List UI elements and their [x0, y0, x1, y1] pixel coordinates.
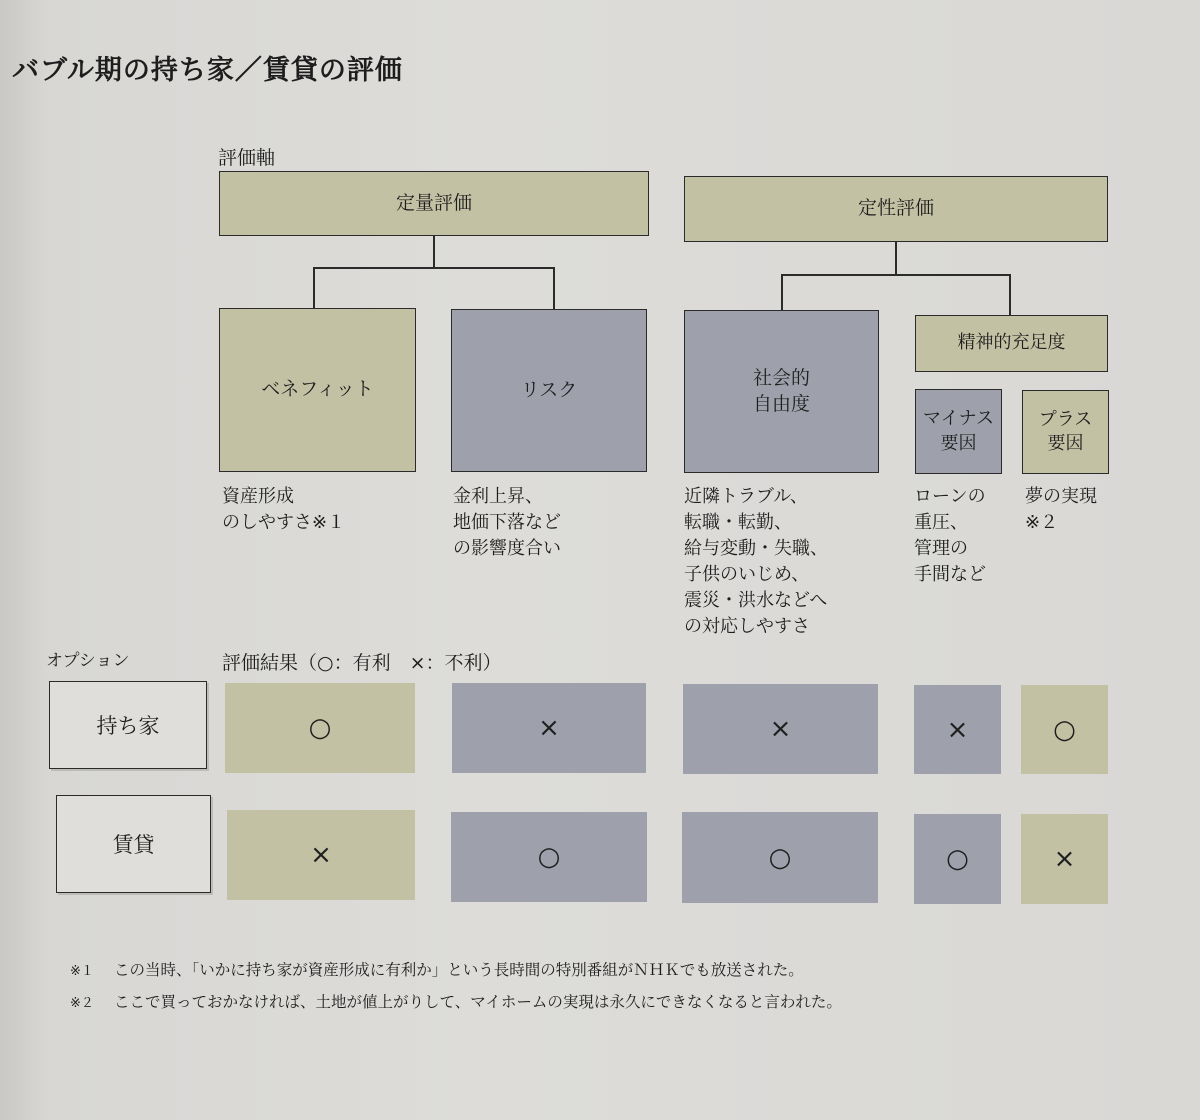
social-freedom-box: [684, 310, 879, 473]
result-cell: ○: [225, 683, 415, 773]
social-label-line: 自由度: [752, 392, 810, 415]
page-title: バブル期の持ち家／賃貸の評価: [12, 55, 403, 86]
minus-description: ローンの 重圧、 管理の 手間など: [914, 486, 986, 585]
plus-label-line: プラス: [1038, 408, 1093, 430]
connector: [1009, 274, 1011, 316]
risk-description: 金利上昇、 地価下落など の影響度合い: [453, 486, 561, 559]
result-cell: ○: [1021, 685, 1108, 774]
option-owned-home: 持ち家: [49, 681, 207, 769]
result-cell: ×: [683, 684, 878, 774]
plus-label-line: 要因: [1047, 433, 1084, 454]
options-label: オプション: [46, 651, 130, 671]
footnote-2: ※２ ここで買っておかなければ、土地が値上がりして、マイホームの実現は永久にできなくなると言われた。: [70, 993, 842, 1011]
footnote-1: ※１ この当時、「いかに持ち家が資産形成に有利か」という長時間の特別番組がＮＨＫでも放送された。: [70, 961, 804, 979]
plus-factor-box: [1022, 390, 1109, 474]
connector: [781, 274, 1011, 276]
minus-label-line: 要因: [940, 432, 977, 454]
connector: [433, 236, 435, 268]
qualitative-label: 定性評価: [857, 197, 934, 220]
mental-label: 精神的充足度: [957, 332, 1066, 354]
result-cell: ×: [914, 685, 1001, 774]
connector: [313, 267, 555, 269]
connector: [781, 274, 783, 311]
option-rental: 賃貸: [56, 795, 211, 893]
mental-fulfillment-box: [915, 315, 1108, 372]
connector: [313, 267, 315, 309]
quantitative-label: 定量評価: [395, 191, 472, 214]
risk-label: リスク: [520, 378, 578, 401]
plus-description: 夢の実現 ※２: [1025, 486, 1097, 533]
result-label: 評価結果（○：有利 ×：不利）: [222, 652, 502, 674]
benefit-description: 資産形成 のしやすさ※１: [222, 486, 346, 533]
minus-label-line: マイナス: [923, 408, 994, 430]
result-cell: ○: [451, 812, 647, 902]
connector: [895, 242, 897, 275]
social-label-line: 社会的: [752, 366, 810, 389]
connector: [553, 267, 555, 309]
minus-factor-box: [915, 389, 1002, 474]
risk-box: [451, 309, 647, 472]
result-cell: ×: [1021, 814, 1108, 904]
result-cell: ×: [227, 810, 415, 900]
result-cell: ○: [914, 814, 1001, 904]
qualitative-box: [684, 176, 1108, 242]
quantitative-box: [219, 171, 649, 236]
benefit-label: ベネフィット: [261, 378, 374, 401]
benefit-box: [219, 308, 416, 472]
social-description: 近隣トラブル、 転職・転勤、 給与変動・失職、 子供のいじめ、 震災・洪水などへ の対応しやすさ: [684, 486, 828, 637]
axis-label: 評価軸: [218, 147, 276, 169]
result-cell: ×: [452, 683, 646, 773]
result-cell: ○: [682, 812, 878, 903]
